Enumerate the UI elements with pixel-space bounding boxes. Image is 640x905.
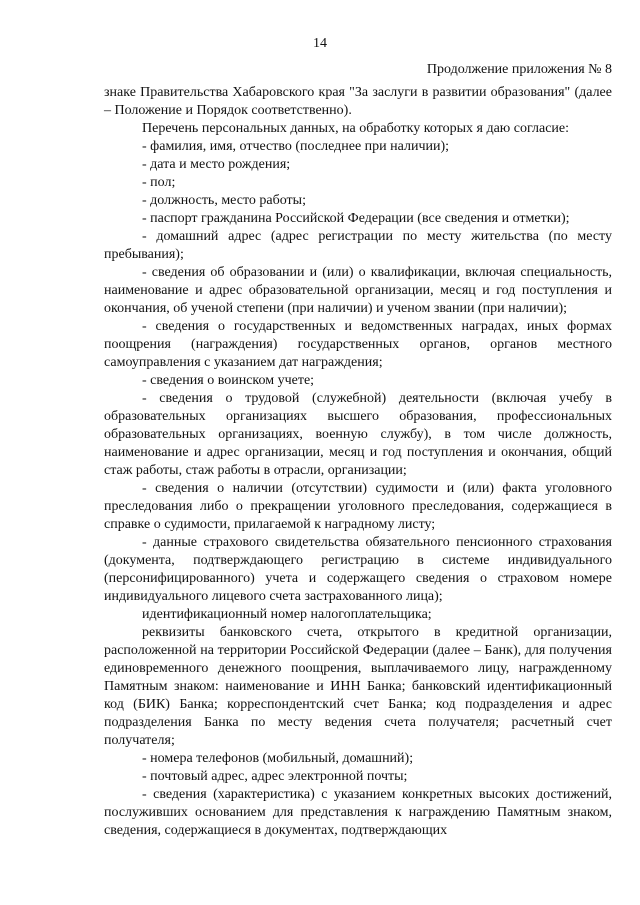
paragraph: - домашний адрес (адрес регистрации по месту жительства (по месту пребывания); — [104, 229, 612, 262]
paragraph: - сведения о наличии (отсутствии) судимости и (или) факта уголовного преследования либо о прекращении уголовного преследования, содержащиеся в справке о судимости, прилагаемой к наградному листу; — [104, 481, 612, 532]
paragraph: - пол; — [142, 175, 176, 190]
document-body — [104, 84, 612, 840]
paragraph: - паспорт гражданина Российской Федерации (все сведения и отметки); — [142, 211, 570, 226]
paragraph: - почтовый адрес, адрес электронной почты; — [142, 769, 408, 784]
paragraph: - данные страхового свидетельства обязательного пенсионного страхования (документа, подтверждающего регистрацию в системе индивидуального (персонифицированного) учета и содержащего сведения о страховом номере индивидуального лицевого счета застрахованного лица); — [104, 535, 612, 604]
paragraph: - должность, место работы; — [142, 193, 306, 208]
paragraph: - сведения о воинском учете; — [142, 373, 315, 388]
paragraph: - сведения (характеристика) с указанием конкретных высоких достижений, послуживших основанием для представления к награждению Памятным знаком, сведения, содержащиеся в документах, подтверждающих — [104, 787, 612, 838]
paragraph: - номера телефонов (мобильный, домашний); — [142, 751, 414, 766]
appendix-note: Продолжение приложения № 8 — [426, 62, 612, 77]
paragraph: - сведения о государственных и ведомственных наградах, иных формах поощрения (награждения) государственных органов, органов местного самоуправления с указанием дат награждения; — [104, 319, 612, 370]
paragraph: - сведения о трудовой (служебной) деятельности (включая учебу в образовательных организациях высшего образования, профессиональных образовательных организациях, военную службу), в том числе должность, наименование и адрес организации, месяц и год поступления и окончания, общий стаж работы, стаж работы в отрасли, организации; — [104, 391, 612, 478]
paragraph: Перечень персональных данных, на обработку которых я даю согласие: — [142, 121, 570, 136]
paragraph: знаке Правительства Хабаровского края "За заслуги в развитии образования" (далее – Положение и Порядок соответственно). — [104, 85, 612, 118]
page-number: 14 — [313, 36, 327, 51]
paragraph: реквизиты банковского счета, открытого в кредитной организации, расположенной на территории Российской Федерации (далее – Банк), для получения единовременного денежного поощрения, выплачиваемого лицу, награжденному Памятным знаком: наименование и ИНН Банка; банковский идентификационный код (БИК) Банка; корреспондентский счет Банка; код подразделения и адрес подразделения Банка по месту ведения счета получателя; расчетный счет получателя; — [104, 625, 612, 748]
paragraph: - дата и место рождения; — [142, 157, 291, 172]
paragraph: - фамилия, имя, отчество (последнее при наличии); — [142, 139, 450, 154]
paragraph: идентификационный номер налогоплательщика; — [142, 607, 432, 622]
paragraph: - сведения об образовании и (или) о квалификации, включая специальность, наименование и адрес образовательной организации, месяц и год поступления и окончания, об ученой степени (при наличии) и ученом звании (при наличии); — [104, 265, 612, 316]
